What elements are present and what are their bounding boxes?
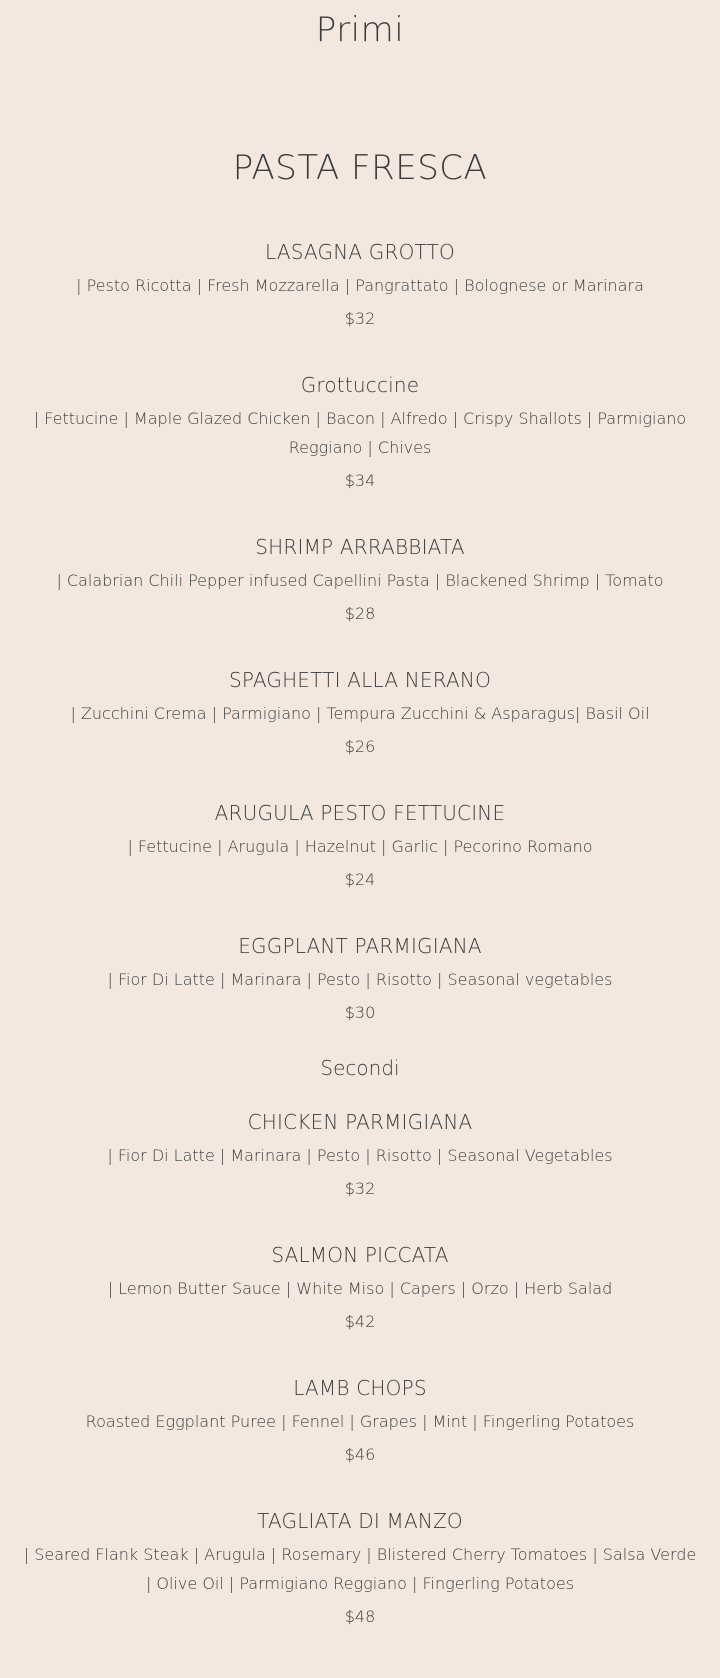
item-price: $48 — [344, 1607, 376, 1626]
item-description: Roasted Eggplant Puree | Fennel | Grapes | Mint | Fingerling Potatoes — [85, 1412, 635, 1431]
menu-item-lamb-chops — [20, 1374, 700, 1467]
item-name: EGGPLANT PARMIGIANA — [238, 934, 482, 958]
item-price: $32 — [344, 1179, 376, 1198]
item-name: ARUGULA PESTO FETTUCINE — [214, 801, 506, 825]
item-price: $46 — [344, 1445, 376, 1464]
menu-item-eggplant-parmigiana — [20, 932, 700, 1025]
menu-item-grottuccine — [20, 371, 700, 493]
menu-item-shrimp-arrabbiata — [20, 533, 700, 626]
item-description: | Seared Flank Steak | Arugula | Rosemary | Blistered Cherry Tomatoes | Salsa Verde | Olive Oil | Parmigiano Reggiano | Fingerling Potatoes — [23, 1545, 697, 1593]
item-price: $24 — [344, 870, 376, 889]
item-description: | Fior Di Latte | Marinara | Pesto | Risotto | Seasonal Vegetables — [107, 1146, 613, 1165]
item-price: $28 — [344, 604, 376, 623]
item-description: | Pesto Ricotta | Fresh Mozzarella | Pangrattato | Bolognese or Marinara — [76, 276, 644, 295]
menu-item-spaghetti-alla-nerano — [20, 666, 700, 759]
item-price: $34 — [344, 471, 376, 490]
item-description: | Fettucine | Arugula | Hazelnut | Garlic | Pecorino Romano — [127, 837, 593, 856]
spacer — [0, 1025, 720, 1054]
item-name: SHRIMP ARRABBIATA — [255, 535, 465, 559]
menu-item-chicken-parmigiana — [20, 1108, 700, 1201]
item-name: CHICKEN PARMIGIANA — [247, 1110, 473, 1134]
item-name: LAMB CHOPS — [293, 1376, 427, 1400]
item-name: LASAGNA GROTTO — [265, 240, 455, 264]
item-price: $32 — [344, 309, 376, 328]
menu-item-arugula-pesto-fettucine — [20, 799, 700, 892]
page-title: Primi — [315, 10, 405, 50]
menu-item-tagliata-di-manzo — [20, 1507, 700, 1629]
spacer — [0, 892, 720, 932]
menu-item-lasagna-grotto — [20, 238, 700, 331]
item-description: | Zucchini Crema | Parmigiano | Tempura Zucchini & Asparagus| Basil Oil — [70, 704, 650, 723]
item-description: | Lemon Butter Sauce | White Miso | Capers | Orzo | Herb Salad — [107, 1279, 613, 1298]
item-price: $30 — [344, 1003, 376, 1022]
spacer — [0, 1467, 720, 1507]
menu-items — [0, 238, 720, 1629]
menu-item-salmon-piccata — [20, 1241, 700, 1334]
item-description: | Fettucine | Maple Glazed Chicken | Bacon | Alfredo | Crispy Shallots | Parmigiano Reggiano | Chives — [33, 409, 687, 457]
spacer — [0, 331, 720, 371]
spacer — [0, 1082, 720, 1108]
item-description: | Calabrian Chili Pepper infused Capellini Pasta | Blackened Shrimp | Tomato — [56, 571, 664, 590]
item-name: Grottuccine — [300, 373, 420, 397]
item-price: $26 — [344, 737, 376, 756]
secondi-title: Secondi — [320, 1056, 400, 1080]
item-price: $42 — [344, 1312, 376, 1331]
spacer — [0, 759, 720, 799]
section-title: PASTA FRESCA — [232, 148, 488, 188]
item-name: SPAGHETTI ALLA NERANO — [228, 668, 492, 692]
spacer — [0, 1334, 720, 1374]
spacer — [0, 493, 720, 533]
item-description: | Fior Di Latte | Marinara | Pesto | Risotto | Seasonal vegetables — [107, 970, 613, 989]
spacer — [0, 626, 720, 666]
item-name: SALMON PICCATA — [271, 1243, 449, 1267]
spacer — [0, 1201, 720, 1241]
item-name: TAGLIATA DI MANZO — [257, 1509, 463, 1533]
